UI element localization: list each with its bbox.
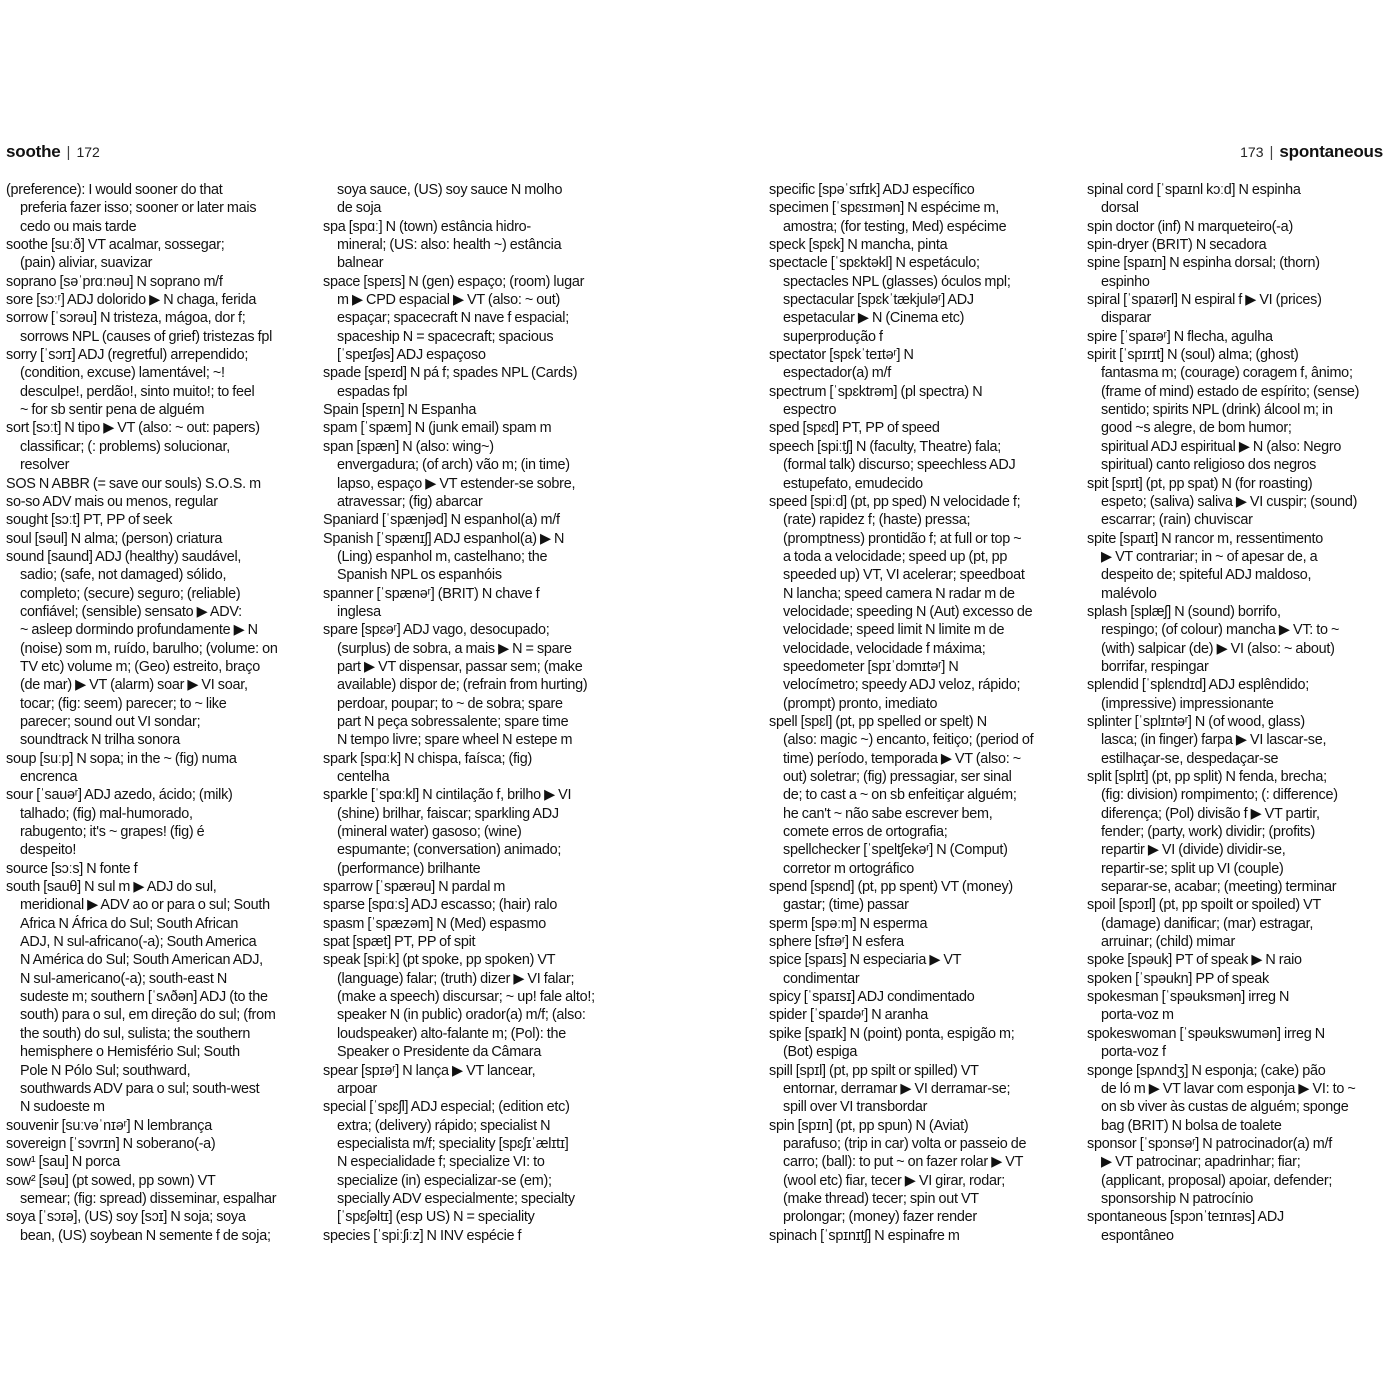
entry-continuation-line: (prompt) pronto, imediato [783,695,938,712]
header-separator: | [1269,144,1274,161]
entry-headword-line: spin-dryer (BRIT) N secadora [1087,237,1267,254]
entry-headword-line: spin [spɪn] (pt, pp spun) N (Aviat) [769,1117,969,1134]
entry-headword-line: spark [spɑːk] N chispa, faísca; (fig) [323,750,532,767]
entry-continuation-line: N sudoeste m [20,1099,105,1116]
entry-continuation-line: repartir ▶ VI (divide) dividir-se, [1101,842,1286,859]
entry-continuation-line: specially ADV especialmente; specialty [337,1190,575,1207]
entry-headword-line: sphere [sfɪəʳ] N esfera [769,934,904,951]
entry-continuation-line: de ló m ▶ VT lavar com esponja ▶ VI: to ~ [1101,1080,1356,1097]
entry-continuation-line: sadio; (safe, not damaged) sólido, [20,567,227,584]
entry-continuation-line: porta-voz m [1101,1007,1174,1024]
entry-headword-line: speak [spiːk] (pt spoke, pp spoken) VT [323,952,556,969]
entry-continuation-line: fender; (party, work) dividir; (profits) [1101,824,1316,841]
left-guide-word: soothe [6,142,61,161]
entry-continuation-line: Spanish NPL os espanhóis [337,567,502,584]
entry-headword-line: spirit [ˈspɪrɪt] N (soul) alma; (ghost) [1087,347,1299,364]
entry-continuation-line: specialize (in) especializar-se (em); [337,1172,552,1189]
entry-continuation-line: soya sauce, (US) soy sauce N molho [337,182,563,198]
entry-continuation-line: Africa N África do Sul; South African [20,915,239,932]
entry-continuation-line: (shine) brilhar, faiscar; sparkling ADJ [337,805,559,822]
entry-continuation-line: classificar; (: problems) solucionar, [20,438,230,455]
entry-continuation-line: confiável; (sensible) sensato ▶ ADV: [20,603,242,620]
entry-continuation-line: separar-se, acabar; (meeting) terminar [1101,879,1337,896]
entry-continuation-line: lasca; (in finger) farpa ▶ VI lascar-se, [1101,732,1327,749]
entry-headword-line: spill [spɪl] (pt, pp spilt or spilled) VT [769,1062,979,1079]
entry-continuation-line: he can't ~ não sabe escrever bem, [783,805,993,822]
entry-continuation-line: (language) falar; (truth) dizer ▶ VI falar; [337,970,575,987]
entry-continuation-line: espaçar; spacecraft N nave f espacial; [337,310,569,327]
right-page [692,0,1385,1385]
entry-continuation-line: despeito! [20,842,77,859]
entry-continuation-line: (damage) danificar; (mar) estragar, [1101,915,1314,932]
entry-headword-line: special [ˈspɛʃl] ADJ especial; (edition etc) [323,1099,570,1116]
entry-continuation-line: parecer; sound out VI sondar; [20,713,201,730]
entry-continuation-line: (pain) aliviar, suavizar [20,255,153,272]
entry-continuation-line: prolongar; (money) fazer render [783,1209,977,1226]
entry-headword-line: span [spæn] N (also: wing~) [323,438,494,455]
entry-continuation-line: resolver [20,457,70,474]
entry-headword-line: spin doctor (inf) N marqueteiro(-a) [1087,218,1293,235]
entry-continuation-line: dorsal [1101,200,1139,217]
entry-continuation-line: (applicant, proposal) apoiar, defender; [1101,1172,1333,1189]
entry-continuation-line: desculpe!, perdão!, sinto muito!; to feel [20,383,255,400]
entry-continuation-line: mineral; (US: also: health ~) estância [337,237,562,254]
entry-continuation-line: completo; (secure) seguro; (reliable) [20,585,241,602]
entry-continuation-line: (also: magic ~) encanto, feitiço; (period of [783,732,1034,749]
entry-continuation-line: velocidade; speeding N (Aut) excesso de [783,603,1033,620]
entry-continuation-line: lapso, espaço ▶ VT estender-se sobre, [337,475,576,492]
entry-continuation-line: ADJ, N sul-africano(-a); South America [20,934,257,951]
entry-headword-line: sore [sɔːʳ] ADJ dolorido ▶ N chaga, ferida [6,292,257,309]
entry-headword-line: spoken [ˈspəukn] PP of speak [1087,970,1269,987]
entry-continuation-line: tocar; (fig: seem) parecer; to ~ like [20,695,227,712]
entry-continuation-line: (make a speech) discursar; ~ up! fale alto!; [337,989,595,1006]
entry-headword-line: spanner [ˈspænəʳ] (BRIT) N chave f [323,585,540,602]
entry-continuation-line: m ▶ CPD espacial ▶ VT (also: ~ out) [337,292,561,309]
entry-headword-line: sparkle [ˈspɑːkl] N cintilação f, brilho ▶ VI [323,787,572,804]
entry-headword-line: spit [spɪt] (pt, pp spat) N (for roasting) [1087,475,1313,492]
entry-headword-line: spectrum [ˈspɛktrəm] (pl spectra) N [769,383,983,400]
entry-continuation-line: espectro [783,402,837,419]
entry-continuation-line: N lancha; speed camera N radar m de [783,585,1015,602]
entry-continuation-line: semear; (fig: spread) disseminar, espalhar [20,1190,277,1207]
entry-continuation-line: respingo; (of colour) mancha ▶ VT: to ~ [1101,622,1340,639]
entry-headword-line: species [ˈspiːʃiːz] N INV espécie f [323,1227,522,1244]
entry-continuation-line: speedometer [spɪˈdɔmɪtəʳ] N [783,658,959,675]
entry-headword-line: speech [spiːtʃ] N (faculty, Theatre) fala; [769,438,1002,455]
entry-continuation-line: atravessar; (fig) abarcar [337,493,483,510]
entry-headword-line: spiral [ˈspaɪərl] N espiral f ▶ VI (prices) [1087,292,1322,309]
entry-continuation-line: espumante; (conversation) animado; [337,842,562,859]
entry-continuation-line: arruinar; (child) mimar [1101,934,1235,951]
entry-headword-line: splash [splæʃ] N (sound) borrifo, [1087,603,1281,620]
entry-headword-line: speed [spiːd] (pt, pp sped) N velocidade f; [769,493,1021,510]
entry-continuation-line: cedo ou mais tarde [20,218,137,235]
entry-continuation-line: hemisphere o Hemisfério Sul; South [20,1044,240,1061]
entry-headword-line: spa [spɑː] N (town) estância hidro- [323,218,531,235]
entry-headword-line: splinter [ˈsplɪntəʳ] N (of wood, glass) [1087,713,1305,730]
entry-continuation-line: velocímetro; speedy ADJ veloz, rápido; [783,677,1021,694]
entry-continuation-line: N especialidade f; specialize VI: to [337,1154,545,1171]
entry-headword-line: spear [spɪəʳ] N lança ▶ VT lancear, [323,1062,536,1079]
entry-continuation-line: (mineral water) gasoso; (wine) [337,824,522,841]
entry-continuation-line: inglesa [337,603,381,620]
entry-continuation-line: malévolo [1101,585,1157,602]
entry-headword-line: soothe [suːð] VT acalmar, sossegar; [6,237,225,254]
entry-headword-line: spine [spaɪn] N espinha dorsal; (thorn) [1087,255,1320,272]
entry-continuation-line: espinho [1101,273,1150,290]
entry-continuation-line: loudspeaker) alto-falante m; (Pol): the [337,1025,567,1042]
entry-continuation-line: [ˈspeɪʃəs] ADJ espaçoso [337,347,486,364]
entry-headword-line: spectator [spɛkˈteɪtəʳ] N [769,347,914,364]
entry-continuation-line: gastar; (time) passar [783,897,909,914]
entry-headword-line: sparse [spɑːs] ADJ escasso; (hair) ralo [323,897,558,914]
entry-continuation-line: sponsorship N patrocínio [1101,1190,1254,1207]
entry-continuation-line: (noise) som m, ruído, barulho; (volume: on [20,640,278,657]
entry-continuation-line: perdoar, poupar; to ~ de sobra; spare [337,695,563,712]
entry-continuation-line: (formal talk) discurso; speechless ADJ [783,457,1016,474]
entry-continuation-line: velocidade; speed limit N limite m de [783,622,1005,639]
entry-headword-line: source [sɔːs] N fonte f [6,860,138,877]
entry-continuation-line: time) período, temporada ▶ VT (also: ~ [783,750,1021,767]
entry-headword-line: so-so ADV mais ou menos, regular [6,493,218,510]
entry-headword-line: sorrow [ˈsɔrəu] N tristeza, mágoa, dor f; [6,310,246,327]
entry-continuation-line: available) dispor de; (refrain from hurting) [337,677,588,694]
entry-continuation-line: N tempo livre; spare wheel N estepe m [337,732,573,749]
entry-continuation-line: fantasma m; (courage) coragem f, ânimo; [1101,365,1353,382]
dictionary-column-1 [6,181,309,1245]
entry-continuation-line: espadas fpl [337,383,408,400]
entry-headword-line: sponsor [ˈspɔnsəʳ] N patrocinador(a) m/f [1087,1135,1332,1152]
entry-continuation-line: (Ling) espanhol m, castelhano; the [337,548,548,565]
entry-headword-line: spire [ˈspaɪəʳ] N flecha, agulha [1087,328,1273,345]
entry-continuation-line: borrifar, respingar [1101,658,1209,675]
entry-continuation-line: N sul-americano(-a); south-east N [20,970,227,987]
entry-headword-line: spokesman [ˈspəuksmən] irreg N [1087,989,1290,1006]
entry-headword-line: spicy [ˈspaɪsɪ] ADJ condimentado [769,989,975,1006]
entry-continuation-line: (condition, excuse) lamentável; ~! [20,365,225,382]
entry-headword-line: spite [spaɪt] N rancor m, ressentimento [1087,530,1324,547]
entry-headword-line: soup [suːp] N sopa; in the ~ (fig) numa [6,750,237,767]
dictionary-column-2 [323,181,629,1245]
entry-continuation-line: sorrows NPL (causes of grief) tristezas fpl [20,328,273,345]
entry-continuation-line: part ▶ VT dispensar, passar sem; (make [337,658,583,675]
entry-headword-line: spectacle [ˈspɛktəkl] N espetáculo; [769,255,980,272]
entry-headword-line: spontaneous [spɔnˈteɪnɪəs] ADJ [1087,1209,1284,1226]
entry-continuation-line: (frame of mind) estado de espírito; (sense) [1101,383,1360,400]
entry-continuation-line: bean, (US) soybean N semente f de soja; [20,1227,271,1244]
entry-continuation-line: ~ for sb sentir pena de alguém [20,402,205,419]
entry-continuation-line: espontâneo [1101,1227,1174,1244]
entry-headword-line: sow¹ [sau] N porca [6,1154,120,1171]
entry-continuation-line: superprodução f [783,328,883,345]
entry-headword-line: south [sauθ] N sul m ▶ ADJ do sul, [6,879,217,896]
entry-headword-line: splendid [ˈsplɛndɪd] ADJ esplêndido; [1087,677,1310,694]
entry-continuation-line: (with) salpicar (de) ▶ VI (also: ~ about) [1101,640,1335,657]
entry-continuation-line: porta-voz f [1101,1044,1166,1061]
entry-continuation-line: estupefato, emudecido [783,475,923,492]
entry-continuation-line: (de mar) ▶ VT (alarm) soar ▶ VI soar, [20,677,248,694]
entry-continuation-line: centelha [337,769,390,785]
entry-headword-line: Spain [speɪn] N Espanha [323,402,477,419]
entry-continuation-line: entornar, derramar ▶ VI derramar-se; [783,1080,1011,1097]
entry-headword-line: SOS N ABBR (= save our souls) S.O.S. m [6,475,261,492]
entry-headword-line: soya [ˈsɔɪə], (US) soy [sɔɪ] N soja; soya [6,1209,246,1226]
entry-headword-line: specific [spəˈsɪfɪk] ADJ específico [769,182,975,198]
entry-headword-line: Spanish [ˈspænɪʃ] ADJ espanhol(a) ▶ N [323,530,565,547]
entry-headword-line: specimen [ˈspɛsɪmən] N espécime m, [769,200,999,217]
entry-continuation-line: carro; (ball): to put ~ on fazer rolar ▶ VT [783,1154,1024,1171]
entry-headword-line: sped [spɛd] PT, PP of speed [769,420,940,437]
entry-continuation-line: especialista m/f; speciality [spɛʃɪˈælɪtɪ] [337,1135,569,1152]
entry-continuation-line: ~ asleep dormindo profundamente ▶ N [20,622,258,639]
entry-continuation-line: arpoar [337,1080,378,1097]
entry-headword-line: spare [spɛəʳ] ADJ vago, desocupado; [323,622,550,639]
entry-headword-line: sound [saund] ADJ (healthy) saudável, [6,548,242,565]
entry-continuation-line: [ˈspɛʃəltɪ] (esp US) N = speciality [337,1209,535,1226]
entry-continuation-line: condimentar [783,970,860,987]
entry-continuation-line: espeto; (saliva) saliva ▶ VI cuspir; (sound) [1101,493,1358,510]
entry-headword-line: soprano [səˈprɑːnəu] N soprano m/f [6,273,223,290]
entry-headword-line: spade [speɪd] N pá f; spades NPL (Cards) [323,365,578,382]
entry-continuation-line: spiritual ADJ espiritual ▶ N (also: Negro [1101,438,1342,455]
entry-headword-line: spike [spaɪk] N (point) ponta, espigão m; [769,1025,1015,1042]
entry-continuation-line: meridional ▶ ADV ao or para o sul; South [20,897,270,914]
entry-continuation-line: espectador(a) m/f [783,365,892,382]
entry-continuation-line: out) soletrar; (fig) pressagiar, ser sinal [783,769,1012,785]
entry-continuation-line: southwards ADV para o sul; south-west [20,1080,260,1097]
entry-continuation-line: Speaker o Presidente da Câmara [337,1044,542,1061]
entry-headword-line: spinal cord [ˈspaɪnl kɔːd] N espinha [1087,182,1301,198]
entry-headword-line: Spaniard [ˈspænjəd] N espanhol(a) m/f [323,512,560,529]
entry-continuation-line: spellchecker [ˈspeltʃekəʳ] N (Comput) [783,842,1008,859]
entry-continuation-line: balnear [337,255,384,272]
entry-headword-line: spinach [ˈspɪnɪtʃ] N espinafre m [769,1227,960,1244]
entry-continuation-line: (surplus) de sobra, a mais ▶ N = spare [337,640,572,657]
entry-continuation-line: (make thread) tecer; spin out VT [783,1190,979,1207]
entry-continuation-line: disparar [1101,310,1151,327]
entry-continuation-line: speeded up) VT, VI acelerar; speedboat [783,567,1025,584]
entry-continuation-line: parafuso; (trip in car) volta or passeio de [783,1135,1027,1152]
entry-continuation-line: talhado; (fig) mal-humorado, [20,805,193,822]
entry-continuation-line: Pole N Pólo Sul; southward, [20,1062,191,1079]
entry-headword-line: sparrow [ˈspærəu] N pardal m [323,879,506,896]
entry-headword-line: space [speɪs] N (gen) espaço; (room) lugar [323,273,585,290]
left-page-header [6,142,100,163]
left-page-number: 172 [76,144,100,160]
entry-continuation-line: extra; (delivery) rápido; specialist N [337,1117,551,1134]
entry-continuation-line: espetacular ▶ N (Cinema etc) [783,310,965,327]
entry-headword-line: split [splɪt] (pt, pp split) N fenda, brecha; [1087,769,1327,785]
entry-continuation-line: estilhaçar-se, despedaçar-se [1101,750,1279,767]
right-page-number: 173 [1240,144,1264,160]
entry-headword-line: spell [spɛl] (pt, pp spelled or spelt) N [769,713,987,730]
entry-headword-line: spoil [spɔɪl] (pt, pp spoilt or spoiled) VT [1087,897,1322,914]
entry-headword-line: (preference): I would sooner do that [6,182,223,198]
entry-headword-line: soul [səul] N alma; (person) criatura [6,530,223,547]
entry-continuation-line: bag (BRIT) N bolsa de toalete [1101,1117,1282,1134]
entry-continuation-line: spectacular [spɛkˈtækjuləʳ] ADJ [783,292,974,309]
entry-headword-line: spider [ˈspaɪdəʳ] N aranha [769,1007,928,1024]
entry-headword-line: sought [sɔːt] PT, PP of seek [6,512,173,529]
entry-headword-line: spat [spæt] PT, PP of spit [323,934,476,951]
entry-continuation-line: the south) do sul, sulista; the southern [20,1025,251,1042]
entry-headword-line: sovereign [ˈsɔvrɪn] N soberano(-a) [6,1135,216,1152]
entry-headword-line: sorry [ˈsɔrɪ] ADJ (regretful) arrependido; [6,347,249,364]
entry-continuation-line: rabugento; it's ~ grapes! (fig) é [20,824,205,841]
entry-continuation-line: (rate) rapidez f; (haste) pressa; [783,512,971,529]
entry-continuation-line: south) para o sul, em direção do sul; (from [20,1007,276,1024]
entry-continuation-line: corretor m ortográfico [783,860,915,877]
entry-continuation-line: envergadura; (of arch) vão m; (in time) [337,457,570,474]
entry-headword-line: spam [ˈspæm] N (junk email) spam m [323,420,552,437]
header-separator: | [66,144,71,161]
entry-headword-line: spend [spɛnd] (pt, pp spent) VT (money) [769,879,1013,896]
entry-continuation-line: repartir-se; split up VI (couple) [1101,860,1284,877]
entry-headword-line: spoke [spəuk] PT of speak ▶ N raio [1087,952,1302,969]
entry-headword-line: spokeswoman [ˈspəukswumən] irreg N [1087,1025,1325,1042]
entry-headword-line: sponge [spʌndʒ] N esponja; (cake) pão [1087,1062,1326,1079]
entry-continuation-line: spaceship N = spacecraft; spacious [337,328,554,345]
entry-headword-line: sow² [səu] (pt sowed, pp sown) VT [6,1172,216,1189]
left-page [0,0,692,1385]
entry-headword-line: sour [ˈsauəʳ] ADJ azedo, ácido; (milk) [6,787,233,804]
dictionary-column-3 [769,181,1074,1245]
entry-continuation-line: spill over VI transbordar [783,1099,928,1116]
entry-continuation-line: (performance) brilhante [337,860,481,877]
entry-continuation-line: soundtrack N trilha sonora [20,732,180,749]
entry-continuation-line: encrenca [20,769,78,785]
right-guide-word: spontaneous [1279,142,1383,161]
entry-headword-line: spice [spaɪs] N especiaria ▶ VT [769,952,962,969]
entry-continuation-line: N América do Sul; South American ADJ, [20,952,263,969]
entry-continuation-line: de soja [337,200,382,217]
entry-continuation-line: despeito de; spiteful ADJ maldoso, [1101,567,1312,584]
entry-continuation-line: preferia fazer isso; sooner or later mais [20,200,257,217]
entry-continuation-line: speaker N (in public) orador(a) m/f; (also: [337,1007,586,1024]
entry-continuation-line: de; to cast a ~ on sb enfeitiçar alguém; [783,787,1017,804]
entry-continuation-line: on sb viver às custas de alguém; sponge [1101,1099,1349,1116]
entry-continuation-line: TV etc) volume m; (Geo) estreito, braço [20,658,260,675]
entry-continuation-line: a toda a velocidade; speed up (pt, pp [783,548,1008,565]
entry-continuation-line: diferença; (Pol) divisão f ▶ VT partir, [1101,805,1320,822]
entry-headword-line: speck [spɛk] N mancha, pinta [769,237,948,254]
right-page-header [1240,142,1383,163]
entry-continuation-line: (fig: division) rompimento; (: difference) [1101,787,1338,804]
entry-continuation-line: spectacles NPL (glasses) óculos mpl; [783,273,1011,290]
entry-continuation-line: (Bot) espiga [783,1044,858,1061]
entry-headword-line: souvenir [suːvəˈnɪəʳ] N lembrança [6,1117,212,1134]
entry-continuation-line: sentido; spirits NPL (drink) álcool m; in [1101,402,1333,419]
entry-continuation-line: good ~s alegre, de bom humor; [1101,420,1292,437]
entry-continuation-line: part N peça sobressalente; spare time [337,713,569,730]
entry-continuation-line: (wool etc) fiar, tecer ▶ VI girar, rodar; [783,1172,1006,1189]
entry-continuation-line: velocidade, velocidade f máxima; [783,640,986,657]
entry-headword-line: spasm [ˈspæzəm] N (Med) espasmo [323,915,546,932]
dictionary-column-4 [1087,181,1383,1245]
entry-headword-line: sperm [spəːm] N esperma [769,915,928,932]
entry-continuation-line: ▶ VT contrariar; in ~ of apesar de, a [1101,548,1318,565]
entry-headword-line: sort [sɔːt] N tipo ▶ VT (also: ~ out: papers) [6,420,260,437]
entry-continuation-line: ▶ VT patrocinar; apadrinhar; fiar; [1101,1154,1301,1171]
entry-continuation-line: comete erros de ortografia; [783,824,948,841]
entry-continuation-line: (promptness) prontidão f; at full or top ~ [783,530,1022,547]
entry-continuation-line: amostra; (for testing, Med) espécime [783,218,1007,235]
entry-continuation-line: sudeste m; southern [ˈsʌðən] ADJ (to the [20,989,268,1006]
entry-continuation-line: spiritual) canto religioso dos negros [1101,457,1317,474]
entry-continuation-line: escarrar; (rain) chuviscar [1101,512,1253,529]
entry-continuation-line: (impressive) impressionante [1101,695,1274,712]
